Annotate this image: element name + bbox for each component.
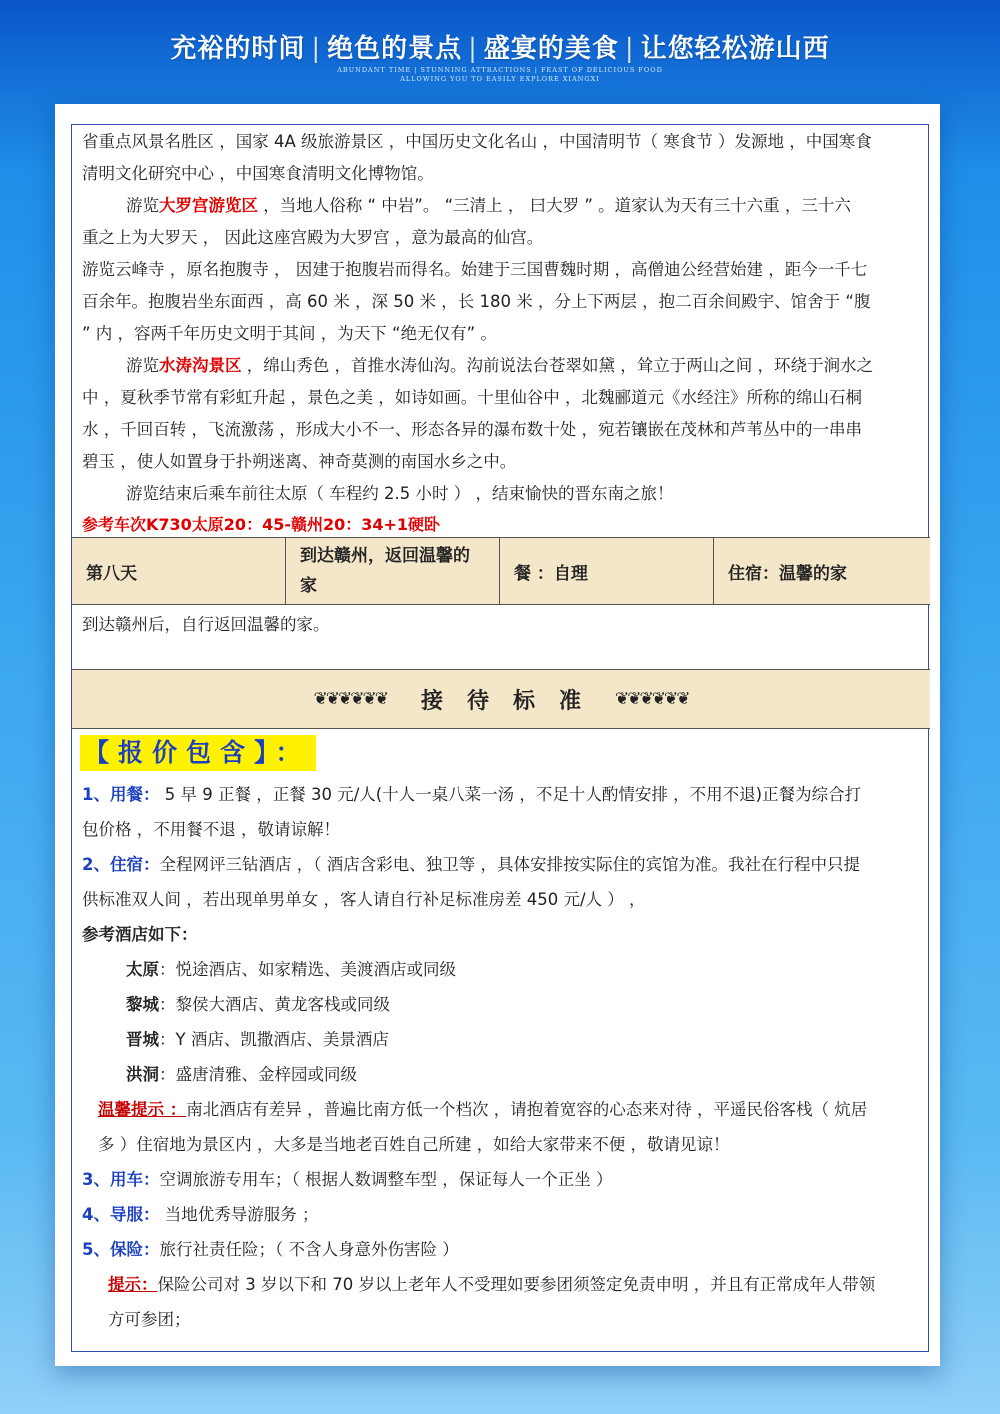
header-banner: [0, 0, 1000, 100]
paragraph-line: 多 ）住宿地为景区内 ，大多是当地老百姓自己所建 ，如给大家带来不便 ，敬请见谅！: [98, 1135, 730, 1154]
day-stay: 住宿：温馨的家: [728, 563, 847, 584]
paragraph-line: 百余年。抱腹岩坐东面西 ，高 60 米 ，深 50 米 ，长 180 米 ，分上下两层 ，抱二百余间殿宇、馆舍于 “腹: [82, 292, 871, 311]
warm-tip: [98, 1094, 867, 1126]
item-number: 5、: [82, 1240, 110, 1259]
paragraph-line: 水 ，千回百转 ，飞流激荡 ，形成大小不一、形态各异的瀑布数十处 ，宛若镶嵌在茂林和芦苇丛中的一串串: [82, 420, 862, 439]
paragraph-line: 清明文化研究中心 ，中国寒食清明文化博物馆。: [82, 164, 434, 183]
paragraph-line: ” 内 ，容两千年历史文明于其间 ，为天下 “绝无仅有” 。: [82, 324, 497, 343]
item-label: 用车：: [109, 1170, 160, 1189]
hotel-city: 晋城: [126, 1030, 159, 1049]
ornament-right-icon: ❦❦❦❦❦❦: [615, 689, 689, 709]
text: 游览: [126, 196, 159, 215]
day-meal: 餐 ：自理: [500, 538, 714, 604]
day-eight-row: [72, 537, 930, 605]
text: ，绵山秀色 ，首推水涛仙沟。沟前说法台苍翠如黛 ，耸立于两山之间 ，环绕于涧水之: [241, 356, 873, 375]
meal-item: [82, 779, 861, 811]
insurance-item: [82, 1234, 459, 1266]
content-frame: [71, 124, 929, 1352]
ornament-left-icon: ❦❦❦❦❦❦: [313, 689, 387, 709]
paragraph-line: 包价格 ，不用餐不退 ，敬请谅解！: [82, 820, 340, 839]
hotel-row: [126, 989, 390, 1021]
item-text: 5 早 9 正餐 ，正餐 30 元/人(十人一桌八菜一汤 ，不足十人酌情安排 ，不用不退)正餐为综合打: [159, 785, 862, 804]
car-item: [82, 1164, 612, 1196]
quote-heading: 【报价包含】：: [80, 735, 316, 771]
paragraph-line: 游览结束后乘车前往太原（ 车程约 2.5 小时 ） ，结束愉快的晋东南之旅！: [126, 484, 674, 503]
day-description: 到达赣州后，自行返回温馨的家。: [82, 615, 330, 634]
item-label: 用餐：: [109, 785, 160, 804]
hotels-title: 参考酒店如下：: [82, 925, 198, 944]
text: 游览: [126, 356, 159, 375]
tip-label: 温馨提示 ：: [98, 1100, 187, 1119]
header-segment: 让您轻松游山西: [640, 34, 830, 64]
tip-label: 提示：: [108, 1275, 158, 1294]
header-separator: |: [624, 34, 635, 64]
paragraph-line: 省重点风景名胜区 ，国家 4A 级旅游景区 ，中国历史文化名山 ，中国清明节（ 寒食节 ）发源地 ，中国寒食: [82, 132, 872, 151]
item-label: 导服：: [109, 1205, 160, 1224]
hotel-names: ：黎侯大酒店、黄龙客栈或同级: [159, 995, 390, 1014]
insurance-tip: [108, 1269, 875, 1301]
item-label: 住宿：: [109, 855, 160, 874]
day-route: 到达赣州，返回温馨的家: [286, 538, 500, 604]
header-segment: 绝色的景点: [327, 34, 463, 64]
paragraph-line: 游览云峰寺 ，原名抱腹寺 ， 因建于抱腹岩而得名。始建于三国曹魏时期 ，高僧迪公经营始建 ，距今一千七: [82, 260, 868, 279]
item-number: 3、: [82, 1170, 110, 1189]
section-header: [72, 669, 930, 729]
item-text: 空调旅游专用车；（ 根据人数调整车型 ，保证每人一个正坐 ）: [159, 1170, 613, 1189]
header-separator: |: [468, 34, 478, 64]
hotel-names: ：Y 酒店、凯撒酒店、美景酒店: [159, 1030, 389, 1049]
scenic-area-name: 大罗宫游览区: [159, 196, 258, 215]
text: ，当地人俗称 “ 中岩”。 “三清上 ， 曰大罗 ” 。道家认为天有三十六重 ，三十六: [258, 196, 851, 215]
hotel-names: ：盛唐清雅、金梓园或同级: [159, 1065, 357, 1084]
header-subtitle: ALLOWING YOU TO EASILY EXPLORE XIANGXI: [400, 75, 600, 83]
item-text: 旅行社责任险；（ 不含人身意外伤害险 ）: [159, 1240, 459, 1259]
item-text: 当地优秀导游服务 ；: [159, 1205, 319, 1224]
hotel-names: ：悦途酒店、如家精选、美渡酒店或同级: [159, 960, 456, 979]
header-subtitle: ABUNDANT TIME | STUNNING ATTRACTIONS | FEAST OF DELICIOUS FOOD: [337, 66, 663, 74]
paragraph-line: 供标准双人间 ，若出现单男单女 ，客人请自行补足标准房差 450 元/人 ） ，: [82, 890, 646, 909]
hotel-row: [126, 1059, 357, 1091]
paragraph-line: [126, 350, 873, 382]
hotel-city: 洪洞: [126, 1065, 159, 1084]
tip-text: 南北酒店有差异 ，普遍比南方低一个档次 ，请抱着宽容的心态来对待 ，平遥民俗客栈（ 炕居: [186, 1100, 868, 1119]
scenic-area-name: 水涛沟景区: [159, 356, 242, 375]
item-number: 1、: [82, 785, 110, 804]
hotel-row: [126, 1024, 389, 1056]
header-separator: |: [311, 34, 322, 64]
train-reference: 参考车次K730太原20：45-赣州20：34+1硬卧: [82, 515, 441, 534]
item-number: 4、: [82, 1205, 110, 1224]
paragraph-line: 重之上为大罗天 ， 因此这座宫殿为大罗宫 ，意为最高的仙宫。: [82, 228, 544, 247]
header-title: [0, 28, 1000, 65]
hotel-row: [126, 954, 456, 986]
day-label: 第八天: [72, 538, 286, 604]
hotel-city: 太原: [126, 960, 159, 979]
paragraph-line: [126, 190, 851, 222]
document-sheet: [55, 104, 940, 1366]
paragraph-line: 碧玉 ，使人如置身于扑朔迷离、神奇莫测的南国水乡之中。: [82, 452, 517, 471]
hotel-city: 黎城: [126, 995, 159, 1014]
paragraph-line: 中 ，夏秋季节常有彩虹升起 ，景色之美 ，如诗如画。十里仙谷中 ，北魏郦道元《水经注》所称的绵山石桐: [82, 388, 862, 407]
header-segment: 盛宴的美食: [483, 34, 619, 64]
stay-item: [82, 849, 860, 881]
header-segment: 充裕的时间: [170, 34, 306, 64]
guide-item: [82, 1199, 318, 1231]
tip-text: 保险公司对 3 岁以下和 70 岁以上老年人不受理如要参团须签定免责申明 ，并且有正常成年人带领: [157, 1275, 876, 1294]
item-number: 2、: [82, 855, 110, 874]
section-title: 接待标准: [420, 688, 605, 714]
item-text: 全程网评三钻酒店 ，（ 酒店含彩电、独卫等 ，具体安排按实际住的宾馆为准。我社在行程中只提: [159, 855, 860, 874]
item-label: 保险：: [109, 1240, 160, 1259]
paragraph-line: 方可参团；: [108, 1310, 191, 1329]
